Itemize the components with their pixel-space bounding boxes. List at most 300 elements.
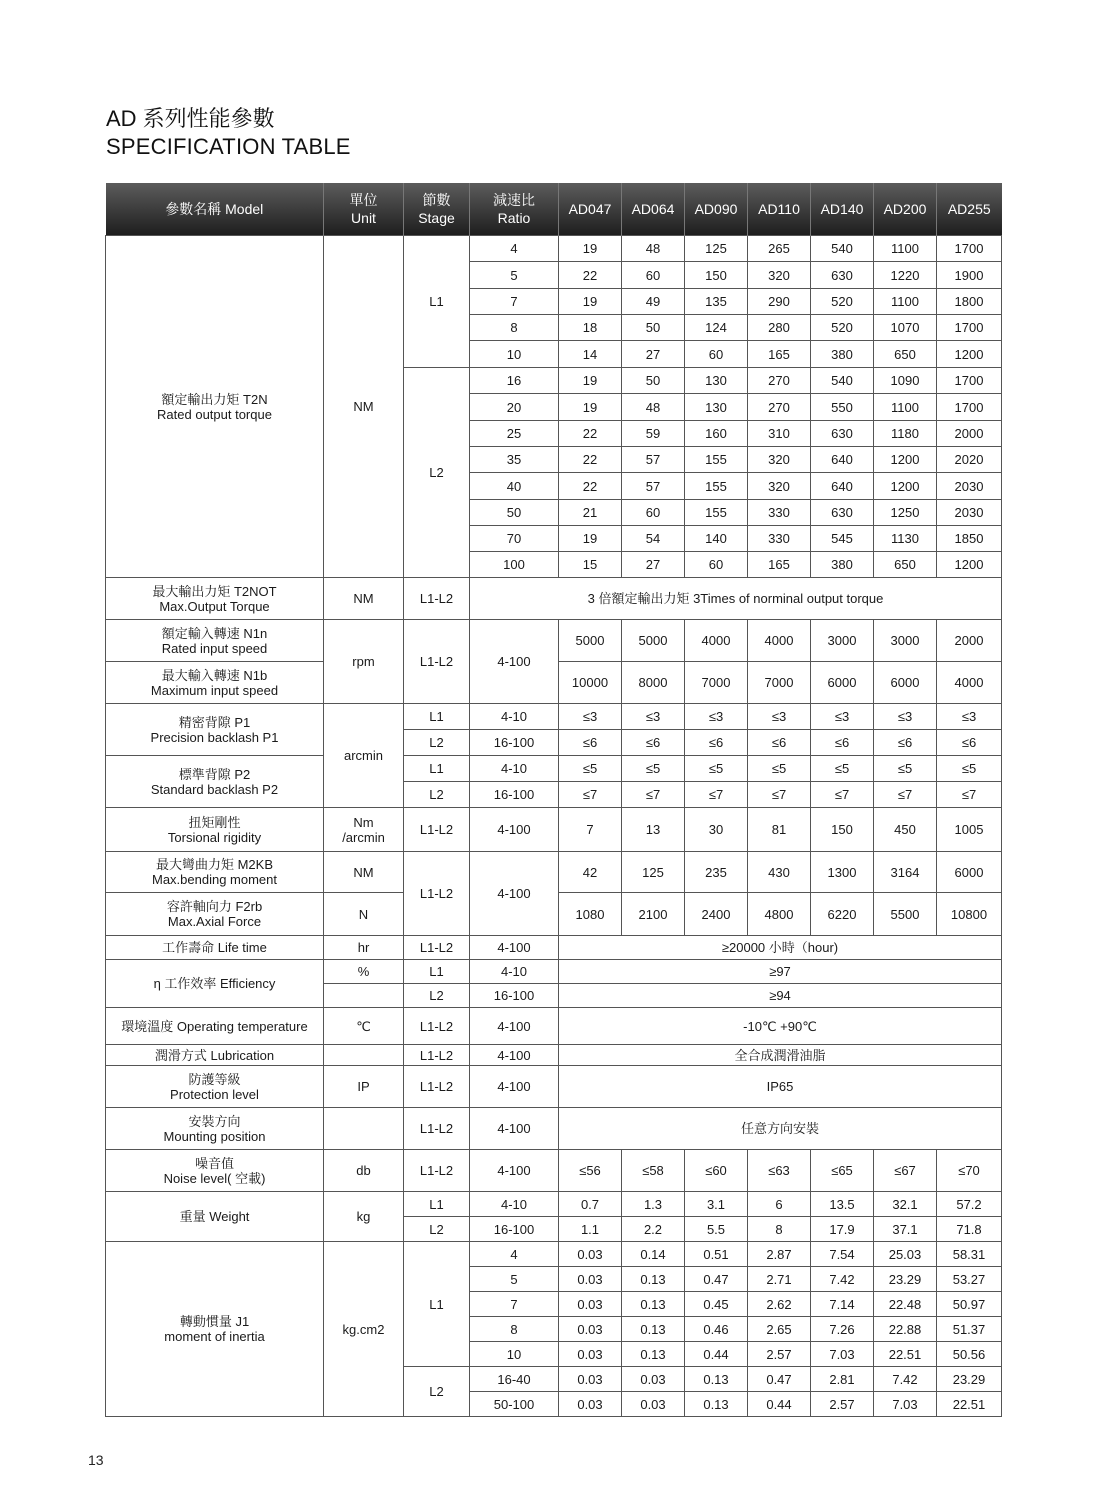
table-row (106, 1066, 1002, 1108)
value-cell: 2100 (622, 893, 685, 936)
value-cell: 14 (559, 341, 622, 368)
merged-value: ≥20000 小時（hour) (559, 936, 1002, 960)
inertia-label (106, 1242, 324, 1417)
header-model-name: AD200 (874, 183, 937, 236)
stage-cell: L2 (404, 368, 470, 578)
value-cell: 60 (622, 500, 685, 526)
merged-value: 任意方向安裝 (559, 1108, 1002, 1150)
value-cell: 10800 (937, 893, 1002, 936)
rigidity-label-en: Torsional rigidity (167, 829, 262, 845)
value-cell: 650 (874, 552, 937, 578)
header-model-name: AD140 (811, 183, 874, 236)
value-cell: 2.57 (748, 1342, 811, 1367)
value-cell: 125 (685, 236, 748, 262)
value-cell: 0.03 (559, 1342, 622, 1367)
value-cell: 380 (811, 552, 874, 578)
value-cell: 155 (685, 473, 748, 500)
value-cell: 550 (811, 394, 874, 421)
weight-label: 重量 Weight (106, 1192, 324, 1242)
value-cell: 6220 (811, 893, 874, 936)
ratio-cell: 4-10 (470, 704, 559, 730)
value-cell: 2.62 (748, 1292, 811, 1317)
header-unit (324, 183, 404, 236)
value-cell: ≤3 (937, 704, 1002, 730)
value-cell: 6000 (811, 662, 874, 704)
specification-table (105, 183, 1002, 1417)
value-cell: ≤7 (559, 782, 622, 808)
ratio-cell: 16-100 (470, 984, 559, 1008)
ratio-cell: 16-100 (470, 1217, 559, 1242)
bending-label (106, 852, 324, 893)
value-cell: 21 (559, 500, 622, 526)
value-cell: 124 (685, 315, 748, 341)
value-cell: 0.03 (559, 1367, 622, 1392)
merged-value: 全合成潤滑油脂 (559, 1045, 1002, 1066)
value-cell: ≤5 (937, 756, 1002, 782)
ratio-cell: 4-100 (470, 852, 559, 936)
stage-cell: L1-L2 (404, 1108, 470, 1150)
bending-label-cn: 最大彎曲力矩 M2KB (155, 857, 273, 872)
value-cell: 3.1 (685, 1192, 748, 1217)
value-cell: 8 (748, 1217, 811, 1242)
value-cell: 5000 (559, 620, 622, 662)
value-cell: 1200 (874, 447, 937, 473)
table-row (106, 960, 1002, 984)
value-cell: 50.97 (937, 1292, 1002, 1317)
value-cell: ≤65 (811, 1150, 874, 1192)
header-model-name: AD090 (685, 183, 748, 236)
value-cell: 280 (748, 315, 811, 341)
value-cell: 1220 (874, 262, 937, 289)
value-cell: ≤58 (622, 1150, 685, 1192)
standard-backlash-label-cn: 標準背隙 P2 (178, 766, 251, 782)
value-cell: 1180 (874, 421, 937, 447)
value-cell: 135 (685, 289, 748, 315)
value-cell: 19 (559, 368, 622, 394)
value-cell: 0.14 (622, 1242, 685, 1267)
value-cell: 320 (748, 262, 811, 289)
value-cell: 19 (559, 394, 622, 421)
value-cell: ≤5 (622, 756, 685, 782)
value-cell: 2.2 (622, 1217, 685, 1242)
header-unit-en: Unit (351, 210, 376, 226)
value-cell: 4000 (937, 662, 1002, 704)
unit-cell-cn: Nm (353, 814, 374, 830)
stage-cell: L1-L2 (404, 1066, 470, 1108)
merged-value: -10℃ +90℃ (559, 1008, 1002, 1045)
protection-label (106, 1066, 324, 1108)
merged-value: ≥94 (559, 984, 1002, 1008)
value-cell: 150 (811, 808, 874, 852)
value-cell: 2.65 (748, 1317, 811, 1342)
value-cell: 10000 (559, 662, 622, 704)
rated-torque-label (106, 236, 324, 578)
temperature-label: 環境溫度 Operating temperature (106, 1008, 324, 1045)
ratio-cell: 50-100 (470, 1392, 559, 1417)
value-cell: 8000 (622, 662, 685, 704)
stage-cell: L1 (404, 704, 470, 730)
unit-cell: kg (324, 1192, 404, 1242)
value-cell: 165 (748, 552, 811, 578)
axial-label (106, 893, 324, 936)
value-cell: 0.47 (748, 1367, 811, 1392)
value-cell: 51.37 (937, 1317, 1002, 1342)
ratio-cell: 4-100 (470, 1008, 559, 1045)
stage-cell: L1 (404, 1242, 470, 1367)
ratio-cell: 70 (470, 526, 559, 552)
precision-backlash-label-en: Precision backlash P1 (150, 729, 279, 745)
unit-cell (324, 808, 404, 852)
value-cell: ≤6 (622, 730, 685, 756)
rated-speed-label-cn: 額定輸入轉速 N1n (161, 625, 268, 641)
value-cell: 19 (559, 526, 622, 552)
precision-backlash-label-cn: 精密背隙 P1 (178, 714, 251, 730)
rigidity-label-cn: 扭矩剛性 (188, 814, 241, 830)
value-cell: 1090 (874, 368, 937, 394)
value-cell: 2030 (937, 500, 1002, 526)
value-cell: 0.45 (685, 1292, 748, 1317)
ratio-cell: 4-100 (470, 1045, 559, 1066)
value-cell: 1200 (937, 552, 1002, 578)
unit-cell: ℃ (324, 1008, 404, 1045)
unit-cell: hr (324, 936, 404, 960)
value-cell: ≤67 (874, 1150, 937, 1192)
value-cell: 0.03 (622, 1367, 685, 1392)
unit-cell: NM (324, 236, 404, 578)
value-cell: 1130 (874, 526, 937, 552)
value-cell: 125 (622, 852, 685, 893)
value-cell: 58.31 (937, 1242, 1002, 1267)
value-cell: 7 (559, 808, 622, 852)
stage-cell: L1-L2 (404, 1150, 470, 1192)
value-cell: 545 (811, 526, 874, 552)
value-cell: ≤5 (811, 756, 874, 782)
value-cell: 22.51 (937, 1392, 1002, 1417)
value-cell: 165 (748, 341, 811, 368)
value-cell: 17.9 (811, 1217, 874, 1242)
value-cell: 7.26 (811, 1317, 874, 1342)
title-chinese: AD 系列性能參數 (106, 106, 275, 131)
value-cell: 1800 (937, 289, 1002, 315)
value-cell: 4000 (748, 620, 811, 662)
ratio-cell: 50 (470, 500, 559, 526)
unit-cell: IP (324, 1066, 404, 1108)
table-row (106, 936, 1002, 960)
ratio-cell: 5 (470, 1267, 559, 1292)
stage-cell: L1-L2 (404, 936, 470, 960)
value-cell: 1.3 (622, 1192, 685, 1217)
unit-cell: kg.cm2 (324, 1242, 404, 1417)
value-cell: ≤3 (685, 704, 748, 730)
unit-cell (324, 984, 404, 1008)
value-cell: 30 (685, 808, 748, 852)
value-cell: 540 (811, 236, 874, 262)
ratio-cell: 100 (470, 552, 559, 578)
value-cell: 2400 (685, 893, 748, 936)
value-cell: ≤6 (811, 730, 874, 756)
value-cell: 0.13 (685, 1392, 748, 1417)
value-cell: 520 (811, 289, 874, 315)
value-cell: 155 (685, 500, 748, 526)
value-cell: 0.03 (559, 1292, 622, 1317)
value-cell: 1200 (937, 341, 1002, 368)
value-cell: 1700 (937, 315, 1002, 341)
value-cell: 32.1 (874, 1192, 937, 1217)
value-cell: 60 (685, 552, 748, 578)
value-cell: 23.29 (874, 1267, 937, 1292)
value-cell: 2.71 (748, 1267, 811, 1292)
value-cell: ≤63 (748, 1150, 811, 1192)
stage-cell: L1 (404, 756, 470, 782)
value-cell: ≤7 (874, 782, 937, 808)
table-row (106, 236, 1002, 262)
ratio-cell: 4-10 (470, 756, 559, 782)
value-cell: 81 (748, 808, 811, 852)
unit-cell: % (324, 960, 404, 984)
ratio-cell: 4-10 (470, 1192, 559, 1217)
value-cell: 140 (685, 526, 748, 552)
value-cell: 2030 (937, 473, 1002, 500)
table-row (106, 578, 1002, 620)
value-cell: 1100 (874, 289, 937, 315)
value-cell: 27 (622, 341, 685, 368)
value-cell: 320 (748, 473, 811, 500)
unit-cell: db (324, 1150, 404, 1192)
ratio-cell: 5 (470, 262, 559, 289)
merged-value: 3 倍額定輸出力矩 3Times of norminal output torque (470, 578, 1002, 620)
value-cell: 380 (811, 341, 874, 368)
header-model-name: AD110 (748, 183, 811, 236)
rated-torque-label-en: Rated output torque (157, 406, 272, 422)
value-cell: ≤6 (685, 730, 748, 756)
value-cell: 540 (811, 368, 874, 394)
value-cell: 5.5 (685, 1217, 748, 1242)
value-cell: 7.03 (811, 1342, 874, 1367)
value-cell: 1700 (937, 368, 1002, 394)
stage-cell: L1-L2 (404, 1008, 470, 1045)
stage-cell: L1-L2 (404, 808, 470, 852)
value-cell: ≤7 (622, 782, 685, 808)
max-torque-label-cn: 最大輸出力矩 T2NOT (152, 583, 277, 599)
value-cell: ≤6 (874, 730, 937, 756)
value-cell: 7000 (685, 662, 748, 704)
lubrication-label: 潤滑方式 Lubrication (106, 1045, 324, 1066)
value-cell: 3000 (874, 620, 937, 662)
max-speed-label (106, 662, 324, 704)
value-cell: 53.27 (937, 1267, 1002, 1292)
ratio-cell: 4-100 (470, 808, 559, 852)
value-cell: 27 (622, 552, 685, 578)
value-cell: 270 (748, 368, 811, 394)
value-cell: 6 (748, 1192, 811, 1217)
mounting-label (106, 1108, 324, 1150)
header-stage-en: Stage (418, 210, 455, 226)
stage-cell: L1 (404, 236, 470, 368)
value-cell: 4000 (685, 620, 748, 662)
value-cell: ≤60 (685, 1150, 748, 1192)
header-ratio (470, 183, 559, 236)
value-cell: 5500 (874, 893, 937, 936)
value-cell: 150 (685, 262, 748, 289)
value-cell: 2000 (937, 421, 1002, 447)
value-cell: 430 (748, 852, 811, 893)
value-cell: 60 (685, 341, 748, 368)
value-cell: 60 (622, 262, 685, 289)
protection-label-cn: 防護等級 (188, 1071, 241, 1087)
value-cell: 48 (622, 236, 685, 262)
noise-label (106, 1150, 324, 1192)
noise-label-cn: 噪音值 (194, 1155, 234, 1171)
value-cell: 71.8 (937, 1217, 1002, 1242)
value-cell: 130 (685, 368, 748, 394)
table-row (106, 808, 1002, 852)
value-cell: 7.42 (874, 1367, 937, 1392)
table-row (106, 620, 1002, 662)
ratio-cell: 4 (470, 1242, 559, 1267)
header-stage (404, 183, 470, 236)
ratio-cell: 10 (470, 341, 559, 368)
value-cell: 57 (622, 447, 685, 473)
ratio-cell: 16 (470, 368, 559, 394)
page-number: 13 (88, 1452, 104, 1468)
ratio-cell: 16-100 (470, 730, 559, 756)
value-cell: ≤5 (748, 756, 811, 782)
value-cell: 22.48 (874, 1292, 937, 1317)
merged-value: IP65 (559, 1066, 1002, 1108)
value-cell: 1080 (559, 893, 622, 936)
value-cell: 640 (811, 447, 874, 473)
value-cell: 2000 (937, 620, 1002, 662)
axial-label-cn: 容許軸向力 F2rb (166, 899, 263, 914)
ratio-cell: 20 (470, 394, 559, 421)
value-cell: 630 (811, 262, 874, 289)
header-model-name: AD047 (559, 183, 622, 236)
value-cell: 7000 (748, 662, 811, 704)
value-cell: ≤7 (685, 782, 748, 808)
value-cell: 37.1 (874, 1217, 937, 1242)
stage-cell: L1-L2 (404, 1045, 470, 1066)
value-cell: 6000 (874, 662, 937, 704)
ratio-cell: 4-100 (470, 620, 559, 704)
rated-speed-label-en: Rated input speed (161, 640, 268, 656)
value-cell: 265 (748, 236, 811, 262)
rigidity-label (106, 808, 324, 852)
value-cell: ≤7 (937, 782, 1002, 808)
max-speed-label-cn: 最大輸入轉速 N1b (161, 667, 268, 683)
value-cell: 1100 (874, 236, 937, 262)
life-label: 工作壽命 Life time (106, 936, 324, 960)
unit-cell: N (324, 893, 404, 936)
header-ratio-en: Ratio (497, 210, 531, 226)
ratio-cell: 7 (470, 289, 559, 315)
value-cell: 13 (622, 808, 685, 852)
value-cell: 650 (874, 341, 937, 368)
value-cell: ≤3 (748, 704, 811, 730)
ratio-cell: 35 (470, 447, 559, 473)
value-cell: 155 (685, 447, 748, 473)
ratio-cell: 4-100 (470, 1150, 559, 1192)
stage-cell: L1 (404, 960, 470, 984)
value-cell: ≤3 (811, 704, 874, 730)
value-cell: 13.5 (811, 1192, 874, 1217)
max-torque-label-en: Max.Output Torque (159, 598, 270, 614)
value-cell: 3164 (874, 852, 937, 893)
ratio-cell: 8 (470, 315, 559, 341)
value-cell: 22 (559, 473, 622, 500)
value-cell: ≤6 (559, 730, 622, 756)
value-cell: 0.13 (685, 1367, 748, 1392)
efficiency-label: η 工作效率 Efficiency (106, 960, 324, 1008)
max-speed-label-en: Maximum input speed (150, 682, 279, 698)
value-cell: 22 (559, 262, 622, 289)
value-cell: 630 (811, 421, 874, 447)
table-row (106, 852, 1002, 893)
value-cell: 50.56 (937, 1342, 1002, 1367)
max-torque-label (106, 578, 324, 620)
rated-speed-label (106, 620, 324, 662)
value-cell: 1700 (937, 394, 1002, 421)
value-cell: ≤5 (559, 756, 622, 782)
value-cell: 19 (559, 289, 622, 315)
value-cell: 3000 (811, 620, 874, 662)
value-cell: 7.54 (811, 1242, 874, 1267)
table-row (106, 704, 1002, 730)
value-cell: 18 (559, 315, 622, 341)
value-cell: 50 (622, 315, 685, 341)
bending-label-en: Max.bending moment (151, 872, 277, 887)
noise-label-en: Noise level( 空載) (163, 1170, 266, 1186)
value-cell: 0.03 (622, 1392, 685, 1417)
value-cell: 2.81 (811, 1367, 874, 1392)
value-cell: 4800 (748, 893, 811, 936)
value-cell: 2.57 (811, 1392, 874, 1417)
value-cell: 48 (622, 394, 685, 421)
header-ratio-cn: 減速比 (493, 192, 535, 208)
standard-backlash-label-en: Standard backlash P2 (150, 781, 279, 797)
stage-cell: L2 (404, 984, 470, 1008)
ratio-cell: 10 (470, 1342, 559, 1367)
ratio-cell: 4-100 (470, 1066, 559, 1108)
value-cell: 0.13 (622, 1267, 685, 1292)
value-cell: 0.44 (748, 1392, 811, 1417)
ratio-cell: 40 (470, 473, 559, 500)
value-cell: 1005 (937, 808, 1002, 852)
unit-cell: NM (324, 578, 404, 620)
value-cell: 49 (622, 289, 685, 315)
unit-cell: rpm (324, 620, 404, 704)
value-cell: 19 (559, 236, 622, 262)
value-cell: 520 (811, 315, 874, 341)
value-cell: 0.13 (622, 1292, 685, 1317)
value-cell: 2020 (937, 447, 1002, 473)
stage-cell: L2 (404, 1217, 470, 1242)
value-cell: 23.29 (937, 1367, 1002, 1392)
title-english: SPECIFICATION TABLE (106, 134, 351, 159)
value-cell: 630 (811, 500, 874, 526)
ratio-cell: 4 (470, 236, 559, 262)
value-cell: 50 (622, 368, 685, 394)
value-cell: 0.46 (685, 1317, 748, 1342)
value-cell: 0.13 (622, 1317, 685, 1342)
value-cell: 0.03 (559, 1267, 622, 1292)
value-cell: ≤3 (559, 704, 622, 730)
value-cell: 7.03 (874, 1392, 937, 1417)
value-cell: 1900 (937, 262, 1002, 289)
table-row (106, 1045, 1002, 1066)
ratio-cell: 4-100 (470, 936, 559, 960)
inertia-label-cn: 轉動慣量 J1 (179, 1314, 250, 1329)
value-cell: 1850 (937, 526, 1002, 552)
